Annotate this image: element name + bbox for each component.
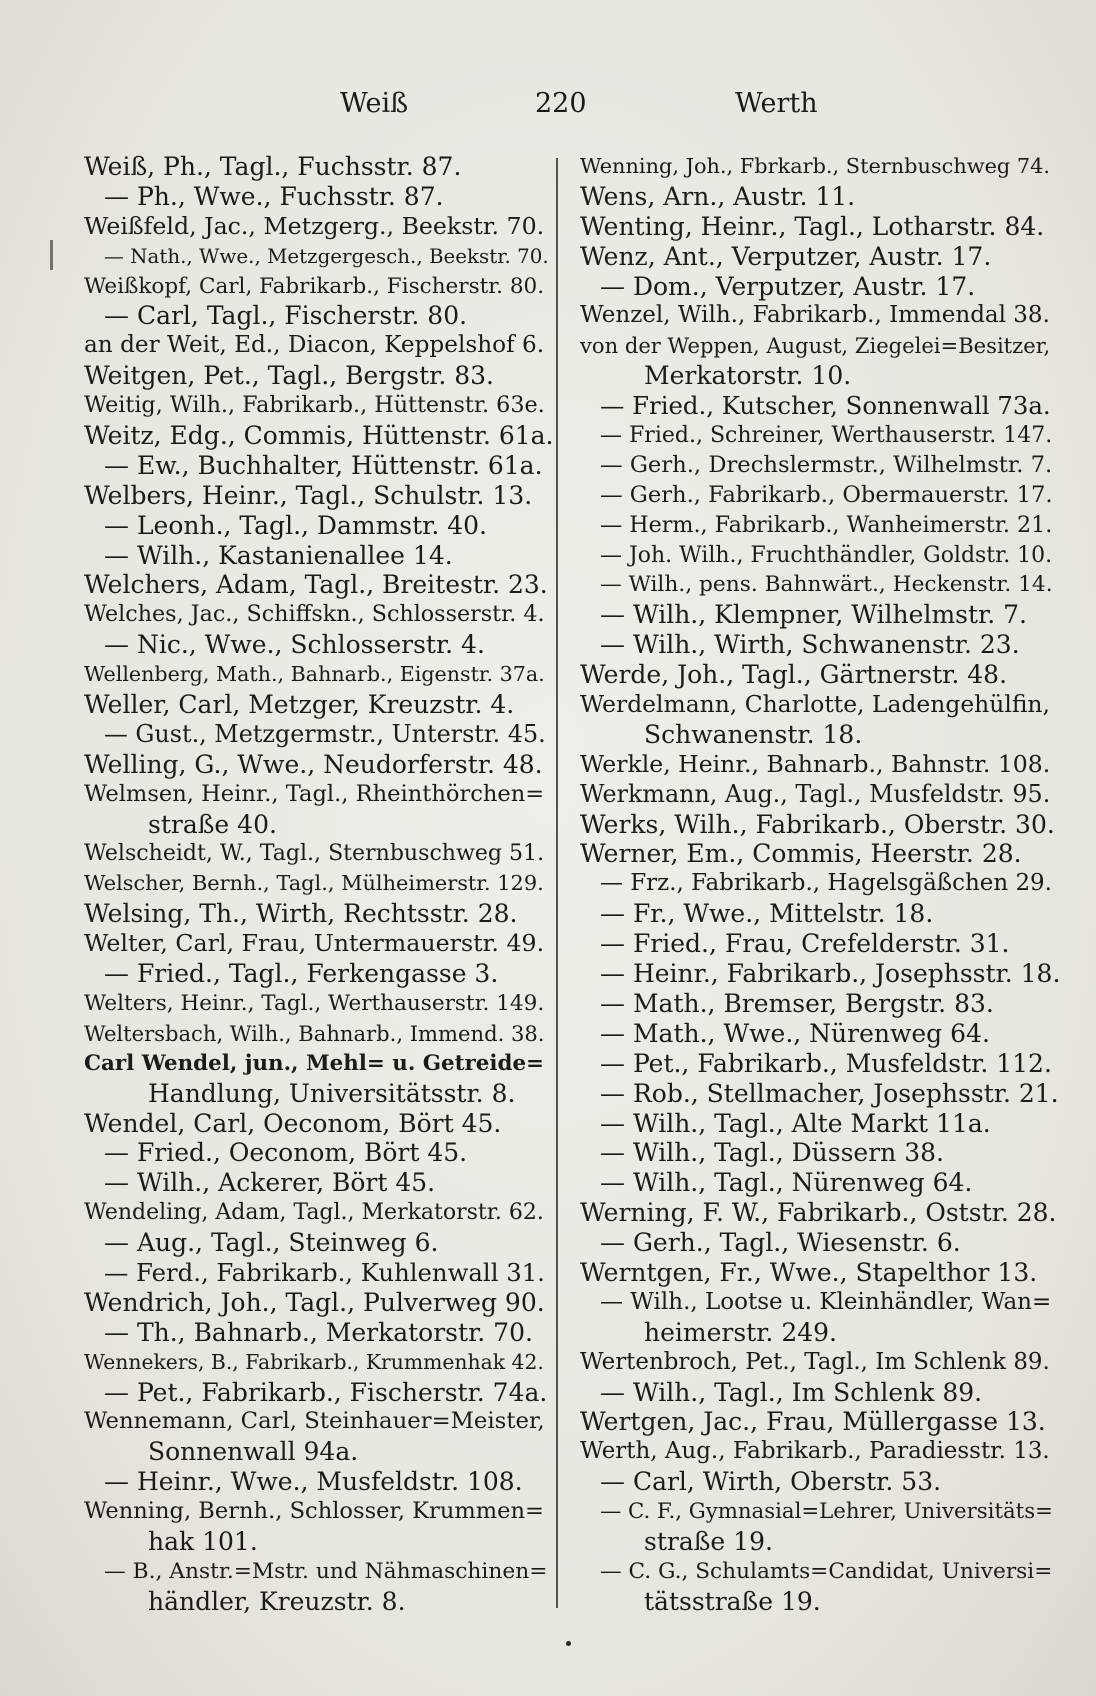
directory-entry-line: — Joh. Wilh., Fruchthändler, Goldstr. 10. xyxy=(600,542,1053,568)
column-divider xyxy=(556,158,558,1608)
directory-entry-line: — Wilh., Tagl., Im Schlenk 89. xyxy=(600,1377,983,1407)
directory-entry-line: — Wilh., Tagl., Düssern 38. xyxy=(600,1138,944,1168)
left-column xyxy=(84,152,554,1617)
directory-entry-line: straße 40. xyxy=(148,809,277,839)
directory-entry-line: Wenning, Bernh., Schlosser, Krummen= xyxy=(84,1498,544,1525)
directory-entry-line: — Frz., Fabrikarb., Hagelsgäßchen 29. xyxy=(600,870,1052,897)
directory-entry-line: an der Weit, Ed., Diacon, Keppelshof 6. xyxy=(84,332,545,359)
directory-entry-line: tätsstraße 19. xyxy=(644,1586,821,1616)
directory-entry-line: — Wilh., Klempner, Wilhelmstr. 7. xyxy=(600,600,1027,630)
page-header xyxy=(0,88,1096,128)
directory-entry-line: Wenz, Ant., Verputzer, Austr. 17. xyxy=(580,241,992,271)
directory-entry-line: Wendel, Carl, Oeconom, Bört 45. xyxy=(84,1108,502,1138)
directory-entry-line: Weißkopf, Carl, Fabrikarb., Fischerstr. 80. xyxy=(84,273,545,299)
right-column xyxy=(580,152,1060,1617)
directory-entry-line: Welters, Heinr., Tagl., Werthauserstr. 149. xyxy=(84,990,545,1016)
directory-entry-line: — Heinr., Wwe., Musfeldstr. 108. xyxy=(104,1467,523,1497)
directory-entry-line: Weitz, Edg., Commis, Hüttenstr. 61a. xyxy=(84,421,554,451)
directory-entry-line: Wens, Arn., Austr. 11. xyxy=(580,181,856,211)
directory-entry-line: — Ferd., Fabrikarb., Kuhlenwall 31. xyxy=(104,1257,545,1287)
directory-entry-line: Weiß, Ph., Tagl., Fuchsstr. 87. xyxy=(84,152,462,181)
directory-entry-line: — Fried., Frau, Crefelderstr. 31. xyxy=(600,929,1010,959)
directory-entry-line: händler, Kreuzstr. 8. xyxy=(148,1586,406,1616)
directory-entry-line: Sonnenwall 94a. xyxy=(148,1437,359,1467)
directory-entry-line: — Ph., Wwe., Fuchsstr. 87. xyxy=(104,181,444,211)
directory-entry-line: Weitig, Wilh., Fabrikarb., Hüttenstr. 63e. xyxy=(84,392,545,419)
directory-entry-line: Werkmann, Aug., Tagl., Musfeldstr. 95. xyxy=(580,779,1051,808)
directory-entry-line: — Wilh., Wirth, Schwanenstr. 23. xyxy=(600,630,1020,660)
directory-entry-line: Werth, Aug., Fabrikarb., Paradiesstr. 13. xyxy=(580,1438,1050,1465)
directory-entry-line: Werdelmann, Charlotte, Ladengehülfin, xyxy=(580,690,1050,719)
directory-entry-line: Werner, Em., Commis, Heerstr. 28. xyxy=(580,839,1022,869)
directory-entry-line: Welscher, Bernh., Tagl., Mülheimerstr. 129. xyxy=(84,871,544,896)
directory-entry-line: — Math., Wwe., Nürenweg 64. xyxy=(600,1018,990,1048)
directory-entry-line: Handlung, Universitätsstr. 8. xyxy=(148,1078,516,1108)
directory-entry-line: — Herm., Fabrikarb., Wanheimerstr. 21. xyxy=(600,511,1053,538)
directory-entry-line: — Wilh., Tagl., Alte Markt 11a. xyxy=(600,1108,991,1138)
directory-entry-line: — Wilh., Tagl., Nürenweg 64. xyxy=(600,1168,973,1198)
directory-entry-line: Werde, Joh., Tagl., Gärtnerstr. 48. xyxy=(580,660,1008,690)
directory-entry-line: Welches, Jac., Schiffskn., Schlosserstr. 4. xyxy=(84,601,545,628)
directory-entry-line: — Carl, Wirth, Oberstr. 53. xyxy=(600,1467,942,1497)
directory-entry-line: Wennemann, Carl, Steinhauer=Meister, xyxy=(84,1408,545,1435)
directory-entry-line: Welscheidt, W., Tagl., Sternbuschweg 51. xyxy=(84,841,545,867)
directory-entry-line: — Fr., Wwe., Mittelstr. 18. xyxy=(600,899,934,929)
directory-entry-line: Wertenbroch, Pet., Tagl., Im Schlenk 89. xyxy=(580,1348,1050,1375)
directory-entry-line: straße 19. xyxy=(644,1526,773,1556)
directory-entry-line: Weltersbach, Wilh., Bahnarb., Immend. 38. xyxy=(84,1020,545,1046)
directory-entry-line: von der Weppen, August, Ziegelei=Besitzer, xyxy=(580,333,1051,359)
directory-entry-line: Weller, Carl, Metzger, Kreuzstr. 4. xyxy=(84,690,515,720)
directory-entry-line: Wendeling, Adam, Tagl., Merkatorstr. 62. xyxy=(84,1200,544,1226)
directory-entry-line: — Gerh., Fabrikarb., Obermauerstr. 17. xyxy=(600,481,1053,508)
directory-entry-line: — C. F., Gymnasial=Lehrer, Universitäts= xyxy=(600,1499,1053,1525)
directory-entry-line: Werkle, Heinr., Bahnarb., Bahnstr. 108. xyxy=(580,749,1051,778)
page-number: 220 xyxy=(535,88,587,119)
directory-entry-line: — Wilh., Lootse u. Kleinhändler, Wan= xyxy=(600,1288,1052,1315)
directory-entry-line: heimerstr. 249. xyxy=(644,1317,837,1347)
directory-entry-line: — Fried., Oeconom, Bört 45. xyxy=(104,1138,468,1168)
directory-entry-line: Weißfeld, Jac., Metzgerg., Beekstr. 70. xyxy=(84,211,545,240)
directory-entry-line: — Th., Bahnarb., Merkatorstr. 70. xyxy=(104,1317,533,1347)
directory-entry-line: — Nath., Wwe., Metzgergesch., Beekstr. 70. xyxy=(104,244,549,268)
directory-entry-line: Werntgen, Fr., Wwe., Stapelthor 13. xyxy=(580,1257,1038,1287)
directory-entry-line: — Wilh., Ackerer, Bört 45. xyxy=(104,1168,436,1198)
directory-entry-line: Werning, F. W., Fabrikarb., Oststr. 28. xyxy=(580,1198,1057,1228)
directory-entry-line: — Dom., Verputzer, Austr. 17. xyxy=(600,271,976,301)
directory-entry-line: — Gerh., Tagl., Wiesenstr. 6. xyxy=(600,1228,961,1258)
directory-entry-line: Schwanenstr. 18. xyxy=(644,719,863,749)
directory-entry-line: Welbers, Heinr., Tagl., Schulstr. 13. xyxy=(84,480,533,510)
directory-entry-line: Welchers, Adam, Tagl., Breitestr. 23. xyxy=(84,570,548,600)
directory-entry-line: Wertgen, Jac., Frau, Müllergasse 13. xyxy=(580,1407,1046,1437)
ink-dot xyxy=(566,1641,571,1646)
directory-entry-line: — Fried., Tagl., Ferkengasse 3. xyxy=(104,959,499,989)
directory-entry-line: — Math., Bremser, Bergstr. 83. xyxy=(600,988,994,1018)
directory-entry-line: Welling, G., Wwe., Neudorferstr. 48. xyxy=(84,749,543,779)
directory-entry-line: hak 101. xyxy=(148,1526,258,1556)
directory-entry-line: Welmsen, Heinr., Tagl., Rheinthörchen= xyxy=(84,780,545,807)
directory-entry-line: Wenting, Heinr., Tagl., Lotharstr. 84. xyxy=(580,211,1045,241)
directory-entry-line: — Nic., Wwe., Schlosserstr. 4. xyxy=(104,630,485,660)
directory-entry-line: — Heinr., Fabrikarb., Josephsstr. 18. xyxy=(600,959,1061,989)
directory-entry-line: — Wilh., Kastanienallee 14. xyxy=(104,540,453,570)
directory-entry-line: Weitgen, Pet., Tagl., Bergstr. 83. xyxy=(84,361,494,391)
directory-entry-line: Wenzel, Wilh., Fabrikarb., Immendal 38. xyxy=(580,302,1050,329)
directory-entry-line: Carl Wendel, jun., Mehl= u. Getreide= xyxy=(84,1050,544,1076)
ink-mark xyxy=(50,240,53,270)
directory-entry-line: Wendrich, Joh., Tagl., Pulverweg 90. xyxy=(84,1287,545,1317)
directory-entry-line: — Fried., Kutscher, Sonnenwall 73a. xyxy=(600,391,1051,421)
directory-entry-line: Welter, Carl, Frau, Untermauerstr. 49. xyxy=(84,929,545,958)
directory-entry-line: — Pet., Fabrikarb., Musfeldstr. 112. xyxy=(600,1048,1052,1078)
directory-entry-line: — Aug., Tagl., Steinweg 6. xyxy=(104,1228,439,1258)
directory-entry-line: — Pet., Fabrikarb., Fischerstr. 74a. xyxy=(104,1377,548,1407)
header-right-keyword: Werth xyxy=(735,88,818,119)
directory-entry-line: — B., Anstr.=Mstr. und Nähmaschinen= xyxy=(104,1558,548,1584)
directory-entry-line: — C. G., Schulamts=Candidat, Universi= xyxy=(600,1558,1053,1584)
directory-entry-line: — Ew., Buchhalter, Hüttenstr. 61a. xyxy=(104,450,543,480)
directory-entry-line: Wennekers, B., Fabrikarb., Krummenhak 42. xyxy=(84,1349,544,1374)
directory-entry-line: — Gust., Metzgermstr., Unterstr. 45. xyxy=(104,719,546,748)
directory-entry-line: — Fried., Schreiner, Werthauserstr. 147. xyxy=(600,423,1053,449)
directory-entry-line: Wellenberg, Math., Bahnarb., Eigenstr. 37a. xyxy=(84,662,545,687)
directory-entry-line: — Wilh., pens. Bahnwärt., Heckenstr. 14. xyxy=(600,572,1053,598)
directory-entry-line: Merkatorstr. 10. xyxy=(644,361,852,391)
directory-entry-line: Welsing, Th., Wirth, Rechtsstr. 28. xyxy=(84,899,518,929)
directory-entry-line: — Rob., Stellmacher, Josephsstr. 21. xyxy=(600,1078,1059,1108)
header-left-keyword: Weiß xyxy=(340,88,409,119)
directory-entry-line: Werks, Wilh., Fabrikarb., Oberstr. 30. xyxy=(580,809,1055,839)
directory-entry-line: — Gerh., Drechslermstr., Wilhelmstr. 7. xyxy=(600,451,1053,478)
directory-entry-line: Wenning, Joh., Fbrkarb., Sternbuschweg 74. xyxy=(580,154,1051,178)
directory-entry-line: — Carl, Tagl., Fischerstr. 80. xyxy=(104,301,468,331)
directory-entry-line: — Leonh., Tagl., Dammstr. 40. xyxy=(104,510,488,540)
